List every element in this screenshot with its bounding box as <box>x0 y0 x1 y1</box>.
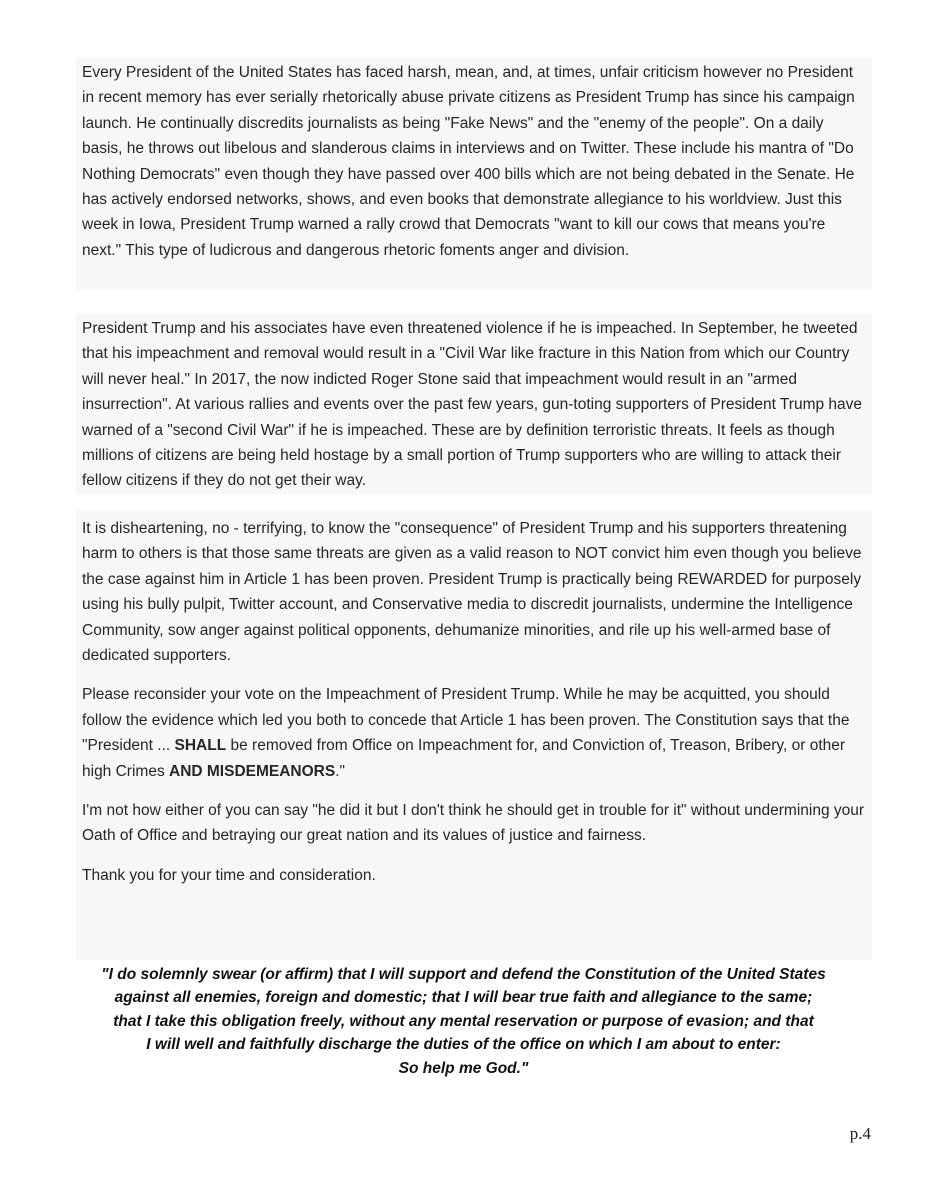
closing-thanks: Thank you for your time and consideration. <box>82 866 376 884</box>
oath-line: I will well and faithfully discharge the duties of the office on which I am about to enter: <box>146 1036 781 1054</box>
paragraph-consequence: It is disheartening, no - terrifying, to know the "consequence" of President Trump and his supporters threatening harm to others is that those same threats are given as a valid reason to NOT convict him even though you believe the case against him in Article 1 has been proven. President Trump is practically being REWARDED for purposely using his bully pulpit, Twitter account, and Conservative media to discredit journalists, undermine the Intelligence Community, sow anger against political opponents, dehumanize minorities, and rile up his well-armed base of dedicated supporters. <box>82 520 862 665</box>
oath-quote <box>40 963 887 1080</box>
oath-line: that I take this obligation freely, without any mental reservation or purpose of evasion; and that <box>113 1012 814 1030</box>
paragraph-block-2 <box>76 314 872 494</box>
paragraph-reconsider <box>82 682 866 784</box>
oath-line: So help me God." <box>398 1059 529 1077</box>
reconsider-text-c: be removed from Office on Impeachment for, and Conviction of, Treason, Bribery, or other high Crimes <box>82 737 846 780</box>
reconsider-misdemeanors: AND MISDEMEANORS <box>169 762 336 780</box>
paragraph-block-3 <box>76 510 872 960</box>
reconsider-shall: SHALL <box>174 737 227 755</box>
oath-line: against all enemies, foreign and domestic; that I will bear true faith and allegiance to the same; <box>114 989 813 1007</box>
oath-line: "I do solemnly swear (or affirm) that I will support and defend the Constitution of the United States <box>101 966 826 983</box>
paragraph-block-1 <box>76 58 872 290</box>
reconsider-text-e: ." <box>335 762 346 780</box>
reconsider-text-a: Please reconsider your vote on the Impeachment of President Trump. While he may be acquitted, you should follow the evidence which led you both to concede that Article 1 has been proven. The Constitution says that the "President ... <box>82 686 850 755</box>
paragraph-oath-of-office: I'm not how either of you can say "he did it but I don't think he should get in trouble for it" without undermining your Oath of Office and betraying our great nation and its values of justice and fairness. <box>82 802 865 845</box>
page-number: p.4 <box>849 1124 871 1143</box>
paragraph-criticism: Every President of the United States has faced harsh, mean, and, at times, unfair criticism however no President in recent memory has ever serially rhetorically abuse private citizens as President Trump has since his campaign launch. He continually discredits journalists as being "Fake News" and the "enemy of the people". On a daily basis, he throws out libelous and slanderous claims in interviews and on Twitter. These include his mantra of "Do Nothing Democrats" even though they have passed over 400 bills which are not being debated in the Senate. He has actively endorsed networks, shows, and even books that demonstrate allegiance to his worldview. Just this week in Iowa, President Trump warned a rally crowd that Democrats "want to kill our cows that means you're next." This type of ludicrous and dangerous rhetoric foments anger and division. <box>82 64 855 259</box>
paragraph-violence: President Trump and his associates have even threatened violence if he is impeached. In September, he tweeted that his impeachment and removal would result in a "Civil War like fracture in this Nation from which our Country will never heal." In 2017, the now indicted Roger Stone said that impeachment would result in an "armed insurrection". At various rallies and events over the past few years, gun-toting supporters of President Trump have warned of a "second Civil War" if he is impeached. These are by definition terroristic threats. It feels as though millions of citizens are being held hostage by a small portion of Trump supporters who are willing to attack their fellow citizens if they do not get their way. <box>82 320 863 490</box>
